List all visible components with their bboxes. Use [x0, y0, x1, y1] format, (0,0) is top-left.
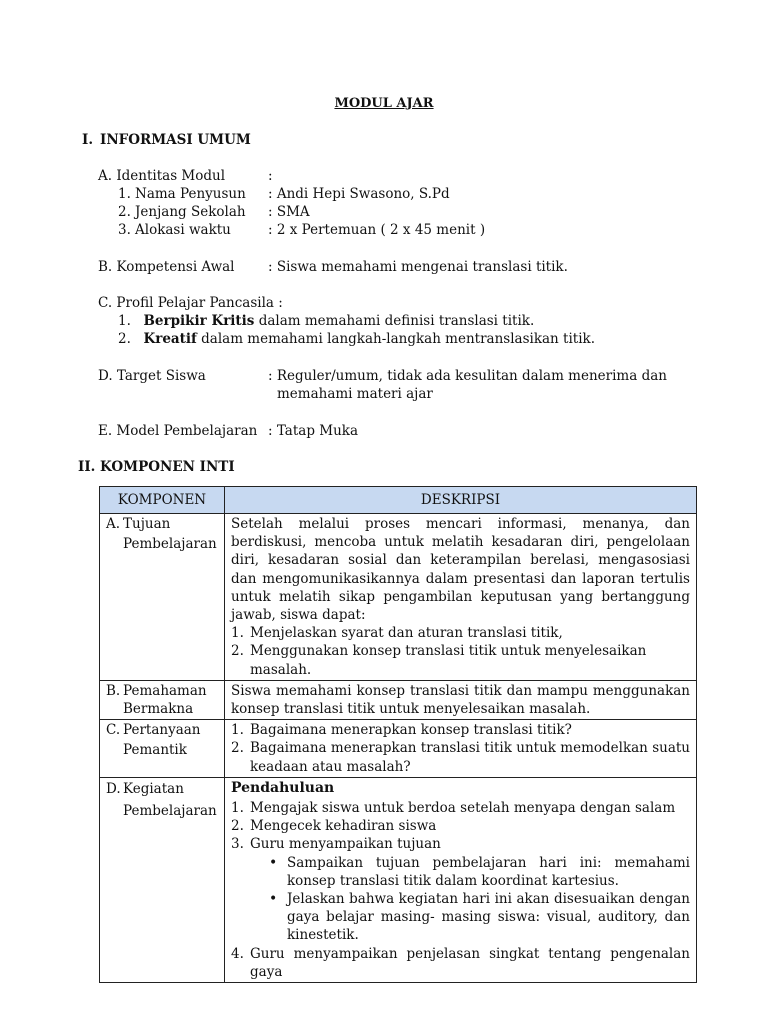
identitas-item-num: 1. — [118, 186, 131, 202]
row-label — [100, 514, 225, 681]
list-text: Mengajak siswa untuk berdoa setelah menyapa dengan salam — [250, 800, 676, 817]
table-row — [100, 680, 697, 719]
list-text: Guru menyampaikan tujuan — [250, 836, 441, 853]
row-description — [225, 720, 697, 778]
list-text: Menggunakan konsep translasi titik untuk menyelesaikan masalah. — [250, 643, 647, 678]
kegiatan-list — [231, 799, 690, 854]
identitas-item-value: : SMA — [268, 204, 310, 220]
list-text: Mengecek kehadiran siswa — [250, 818, 437, 835]
bullet-icon: • — [269, 854, 278, 871]
list-text: Bagaimana menerapkan translasi titik untuk memodelkan suatu keadaan atau masalah? — [250, 740, 690, 775]
identitas-colon: : — [268, 168, 273, 184]
identitas-item-value: : Andi Hepi Swasono, S.Pd — [268, 186, 450, 202]
identitas-item-label: Nama Penyusun — [135, 186, 246, 202]
row-label-line2: Pembelajaran — [123, 536, 217, 553]
document-title: MODUL AJAR — [334, 96, 434, 111]
row-label — [100, 777, 225, 982]
list-text: Guru menyampaikan penjelasan singkat tentang pengenalan gaya — [250, 945, 690, 980]
list-item — [231, 624, 690, 642]
list-num: 1. — [231, 625, 244, 642]
list-num: 3. — [231, 836, 244, 853]
list-item — [231, 945, 690, 981]
row-label — [100, 680, 225, 719]
list-text: Menjelaskan syarat dan aturan translasi titik, — [250, 625, 563, 642]
profil-item — [118, 330, 595, 348]
list-text: Bagaimana menerapkan konsep translasi titik? — [250, 722, 572, 739]
table-row — [100, 720, 697, 778]
row-label-line1: Pertanyaan — [123, 722, 201, 739]
table-header-row — [100, 487, 697, 514]
profil-item-bold: Kreatif — [143, 331, 197, 347]
model-value: : Tatap Muka — [268, 423, 358, 439]
row-description — [225, 514, 697, 681]
header-komponen: KOMPONEN — [100, 487, 225, 514]
section-2-heading: KOMPONEN INTI — [100, 459, 235, 475]
row-letter: C. — [106, 722, 121, 739]
pertanyaan-list — [231, 721, 690, 776]
row-label-line1: Pemahaman — [123, 682, 207, 699]
profil-item-num: 1. — [118, 313, 131, 329]
kegiatan-heading: Pendahuluan — [231, 779, 335, 796]
list-item — [231, 817, 690, 835]
list-num: 2. — [231, 740, 244, 757]
list-item — [231, 799, 690, 817]
row-letter: A. — [106, 516, 121, 532]
profil-item-rest: dalam memahami langkah-langkah mentranslasikan titik. — [196, 331, 596, 347]
row-description — [225, 680, 697, 719]
kegiatan-bullets — [231, 854, 690, 945]
bullet-text: Jelaskan bahwa kegiatan hari ini akan disesuaikan dengan gaya belajar masing- masing siswa: visual, auditory, dan kinestetik. — [287, 891, 690, 944]
section-1-heading: INFORMASI UMUM — [100, 132, 251, 148]
list-num: 2. — [231, 818, 244, 835]
bullet-item — [269, 854, 690, 890]
row-label-line1: Tujuan — [123, 516, 171, 532]
bullet-icon: • — [269, 891, 278, 908]
row-label-line2: Pembelajaran — [123, 803, 217, 820]
header-deskripsi: DESKRIPSI — [225, 487, 697, 514]
row-letter: D. — [106, 780, 121, 797]
identitas-item-label: Jenjang Sekolah — [135, 204, 246, 220]
list-num: 1. — [231, 800, 244, 817]
profil-item — [118, 312, 534, 330]
profil-item-bold: Berpikir Kritis — [143, 313, 255, 329]
list-item — [231, 721, 690, 739]
tujuan-list — [231, 624, 690, 679]
target-value-line1: : Reguler/umum, tidak ada kesulitan dalam menerima dan — [268, 368, 667, 384]
pemahaman-paragraph: Siswa memahami konsep translasi titik dan mampu menggunakan konsep translasi titik untuk menyelesaikan masalah. — [231, 682, 690, 718]
row-label — [100, 720, 225, 778]
target-label: D. Target Siswa — [98, 368, 206, 384]
list-item — [231, 642, 690, 678]
profil-label: C. Profil Pelajar Pancasila : — [98, 295, 283, 311]
table-row — [100, 777, 697, 982]
target-value-line2: memahami materi ajar — [277, 386, 433, 402]
kegiatan-list-cont — [231, 945, 690, 981]
identitas-item-num: 2. — [118, 204, 131, 220]
tujuan-paragraph: Setelah melalui proses mencari informasi, menanya, dan berdiskusi, mencoba untuk melatih kesadaran diri, pengelolaan diri, kesadaran sosial dan keterampilan berelasi, mengasosiasi dan mengomunikasikannya dalam presentasi dan laporan tertulis untuk melatih sikap pengambilan keputusan yang bertanggung jawab, siswa dapat: — [231, 516, 690, 624]
row-description — [225, 777, 697, 982]
list-num: 2. — [231, 643, 244, 660]
row-label-line1: Kegiatan — [123, 780, 184, 797]
identitas-item-label: Alokasi waktu — [135, 222, 231, 238]
bullet-text: Sampaikan tujuan pembelajaran hari ini: memahami konsep translasi titik dalam koordinat kartesius. — [287, 854, 690, 889]
list-num: 1. — [231, 722, 244, 739]
list-num: 4. — [231, 945, 244, 962]
identitas-item-value: : 2 x Pertemuan ( 2 x 45 menit ) — [268, 222, 486, 238]
section-2-number: II. — [78, 459, 96, 475]
row-letter: B. — [106, 682, 121, 699]
bullet-item — [269, 890, 690, 945]
identitas-item-num: 3. — [118, 222, 131, 238]
kompetensi-value: : Siswa memahami mengenai translasi titik. — [268, 259, 568, 275]
kompetensi-label: B. Kompetensi Awal — [98, 259, 235, 275]
section-1-number: I. — [82, 132, 94, 148]
row-label-line2: Pemantik — [123, 742, 187, 759]
list-item — [231, 835, 690, 853]
profil-item-rest: dalam memahami definisi translasi titik. — [254, 313, 535, 329]
list-item — [231, 739, 690, 775]
table-row — [100, 514, 697, 681]
identitas-label: A. Identitas Modul — [98, 168, 226, 184]
model-label: E. Model Pembelajaran — [98, 423, 258, 439]
profil-item-num: 2. — [118, 331, 131, 347]
row-label-line2: Bermakna — [123, 701, 194, 718]
komponen-inti-table — [99, 486, 697, 983]
